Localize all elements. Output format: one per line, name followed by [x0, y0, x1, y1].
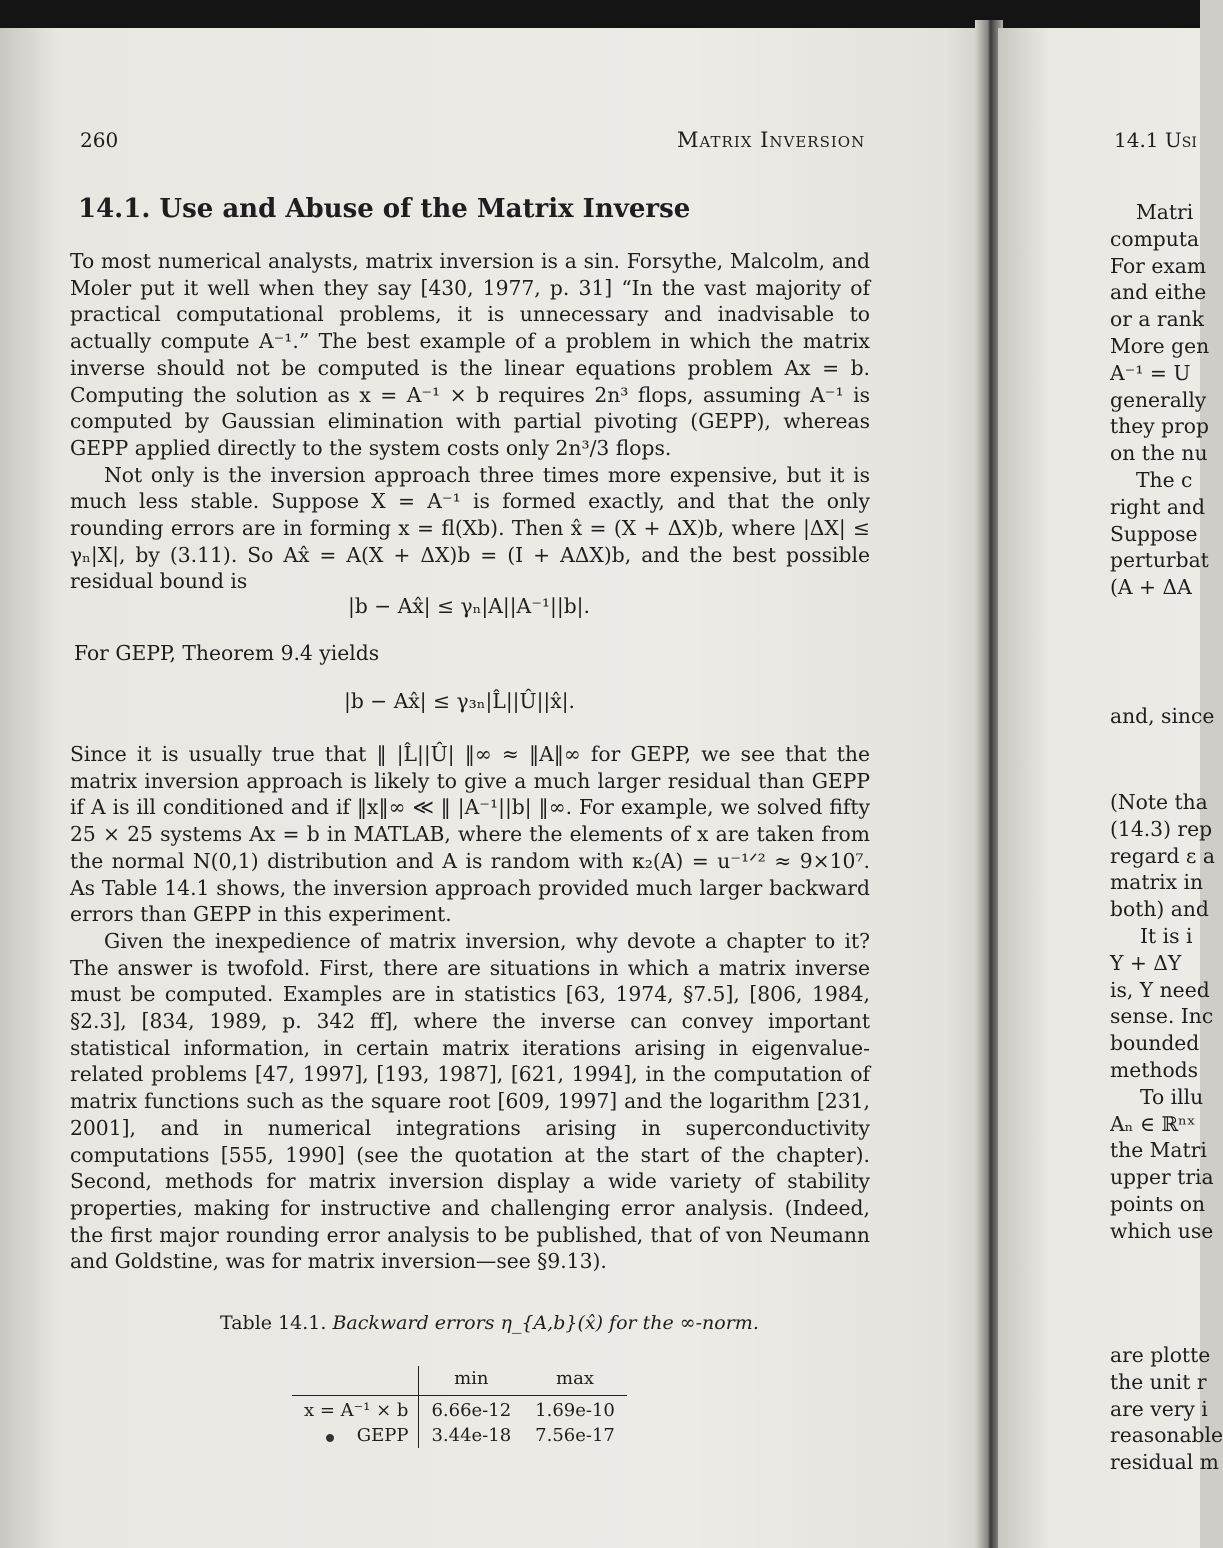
backward-errors-table — [292, 1366, 627, 1448]
right-page-line: matrix in — [1110, 870, 1204, 895]
paragraph-4: Given the inexpedience of matrix inversion, why devote a chapter to it? The answer is twofold. First, there are situations in which a matrix inverse must be computed. Examples are in statistics [63, 1974, §7.5], [806, 1984, §2.3], [834, 1989, p. 342 ff], where the inverse can convey important statistical information, in certain matrix iterations arising in eigenvalue-related problems [47, 1997], [193, 1987], [621, 1994], in the computation of matrix functions such as the square root [609, 1997] and the logarithm [231, 2001], and in numerical integrations arising in superconductivity computations [555, 1990] (see the quotation at the start of the chapter). Second, methods for matrix inversion display a wide variety of stability properties, making for instructive and challenging error analysis. (Indeed, the first major rounding error analysis to be published, that of von Neumann and Goldstine, was for matrix inversion—see §9.13). — [70, 928, 870, 1274]
right-page-line: methods — [1110, 1058, 1199, 1082]
equation-gepp-bound: |b − Ax̂| ≤ γ₃ₙ|L̂||Û||x̂|. — [344, 689, 575, 713]
table-row — [292, 1396, 627, 1424]
right-page-line: which use — [1110, 1218, 1214, 1243]
body-text-bottom — [70, 741, 870, 1275]
right-page-line: reasonable — [1110, 1423, 1223, 1448]
cell-min: 6.66e-12 — [419, 1396, 523, 1424]
right-page-line: (A + ΔA — [1110, 575, 1192, 600]
right-page-line: It is i — [1140, 924, 1193, 948]
right-page-line: the Matri — [1110, 1138, 1207, 1163]
right-page-line: regard ε a — [1110, 843, 1215, 868]
table-row — [292, 1423, 627, 1448]
table-caption-label: Table 14.1. — [220, 1312, 327, 1334]
right-page-line: is, Y need — [1110, 977, 1210, 1002]
paragraph-2: Not only is the inversion approach three times more expensive, but it is much less stable. Suppose X = A⁻¹ is formed exactly, and that the only rounding errors are in forming x = fl(Xb). Then x̂ = (X + ΔX)b, where |ΔX| ≤ γₙ|X|, by (3.11). So Ax̂ = A(X + ΔX)b = (I + AΔX)b, and the best possible residual bound is — [70, 462, 870, 594]
table-caption-text: Backward errors η_{A,b}(x̂) for the ∞-norm. — [332, 1312, 759, 1334]
right-page-line: bounded — [1110, 1031, 1200, 1056]
right-page-line: computa — [1110, 226, 1200, 251]
right-page-line: (14.3) rep — [1110, 816, 1213, 841]
right-page-line: To illu — [1140, 1084, 1204, 1109]
table-caption — [220, 1312, 759, 1334]
right-page-line: upper tria — [1110, 1165, 1214, 1190]
right-page-line: and, since — [1110, 704, 1215, 728]
row-label: GEPP — [292, 1423, 419, 1448]
running-head: Matrix Inversion — [677, 128, 866, 152]
paragraph-3: Since it is usually true that ‖ |L̂||Û| ‖∞ ≈ ‖A‖∞ for GEPP, we see that the matrix inversion approach is likely to give a much larger residual than GEPP if A is ill conditioned and if ‖x‖∞ ≪ ‖ |A⁻¹||b| ‖∞. For example, we solved fifty 25 × 25 systems Ax = b in MATLAB, where the elements of x are taken from the normal N(0,1) distribution and A is random with κ₂(A) = u⁻¹ᐟ² ≈ 9×10⁷. As Table 14.1 shows, the inversion approach provided much larger backward errors than GEPP in this experiment. — [70, 742, 870, 927]
gepp-theorem-line: For GEPP, Theorem 9.4 yields — [74, 641, 380, 665]
body-text-top — [70, 248, 870, 595]
table-corner — [292, 1366, 419, 1396]
section-title: 14.1. Use and Abuse of the Matrix Inverse — [78, 194, 691, 224]
right-page-line: A⁻¹ = U — [1110, 360, 1191, 385]
right-page-line: For exam — [1110, 253, 1207, 278]
right-page-line: residual m — [1110, 1450, 1219, 1475]
right-page-line: Y + ΔY — [1110, 950, 1182, 975]
right-page-line: are very i — [1110, 1396, 1208, 1421]
right-page-line: or a rank — [1110, 307, 1205, 332]
right-page-line: Matri — [1136, 200, 1194, 224]
right-page-line: (Note tha — [1110, 790, 1208, 814]
paragraph-1: To most numerical analysts, matrix inversion is a sin. Forsythe, Malcolm, and Moler put it well when they say [430, 1977, p. 31] “In the vast majority of practical computational problems, it is unnecessary and inadvisable to actually compute A⁻¹.” The best example of a problem in which the matrix inverse should not be computed is the linear equations problem Ax = b. Computing the solution as x = A⁻¹ × b requires 2n³ flops, assuming A⁻¹ is computed by Gaussian elimination with partial pivoting (GEPP), whereas GEPP applied directly to the system costs only 2n³/3 flops. — [70, 249, 870, 460]
right-page-line: sense. Inc — [1110, 1004, 1214, 1029]
cell-max: 1.69e-10 — [523, 1396, 627, 1424]
right-page-line: both) and — [1110, 897, 1209, 922]
column-header-min: min — [454, 1368, 489, 1389]
row-label: x = A⁻¹ × b — [292, 1396, 419, 1424]
right-page-line: Suppose — [1110, 521, 1198, 546]
cell-max: 7.56e-17 — [535, 1425, 615, 1446]
right-running-head: 14.1 Usi — [1114, 128, 1197, 152]
scan-top-edge — [0, 0, 1200, 30]
column-header-max: max — [556, 1368, 594, 1389]
right-page-line: they prop — [1110, 414, 1209, 439]
right-page-line: are plotte — [1110, 1343, 1211, 1367]
right-page-line: points on — [1110, 1192, 1206, 1216]
right-page-line: More gen — [1110, 334, 1210, 358]
right-page-line: Aₙ ∈ ℝⁿˣ — [1110, 1111, 1196, 1136]
right-page-line: and eithe — [1110, 280, 1207, 305]
equation-residual-bound: |b − Ax̂| ≤ γₙ|A||A⁻¹||b|. — [348, 594, 590, 618]
right-page-line: perturbat — [1110, 548, 1209, 573]
right-page-line: on the nu — [1110, 441, 1208, 466]
right-page-line: generally — [1110, 387, 1207, 412]
page-number: 260 — [80, 128, 119, 152]
right-page-line: The c — [1136, 468, 1193, 492]
ink-mark — [326, 1434, 334, 1442]
right-page-line: right and — [1110, 494, 1205, 519]
right-page-line: the unit r — [1110, 1369, 1207, 1394]
cell-min: 3.44e-18 — [431, 1425, 512, 1446]
